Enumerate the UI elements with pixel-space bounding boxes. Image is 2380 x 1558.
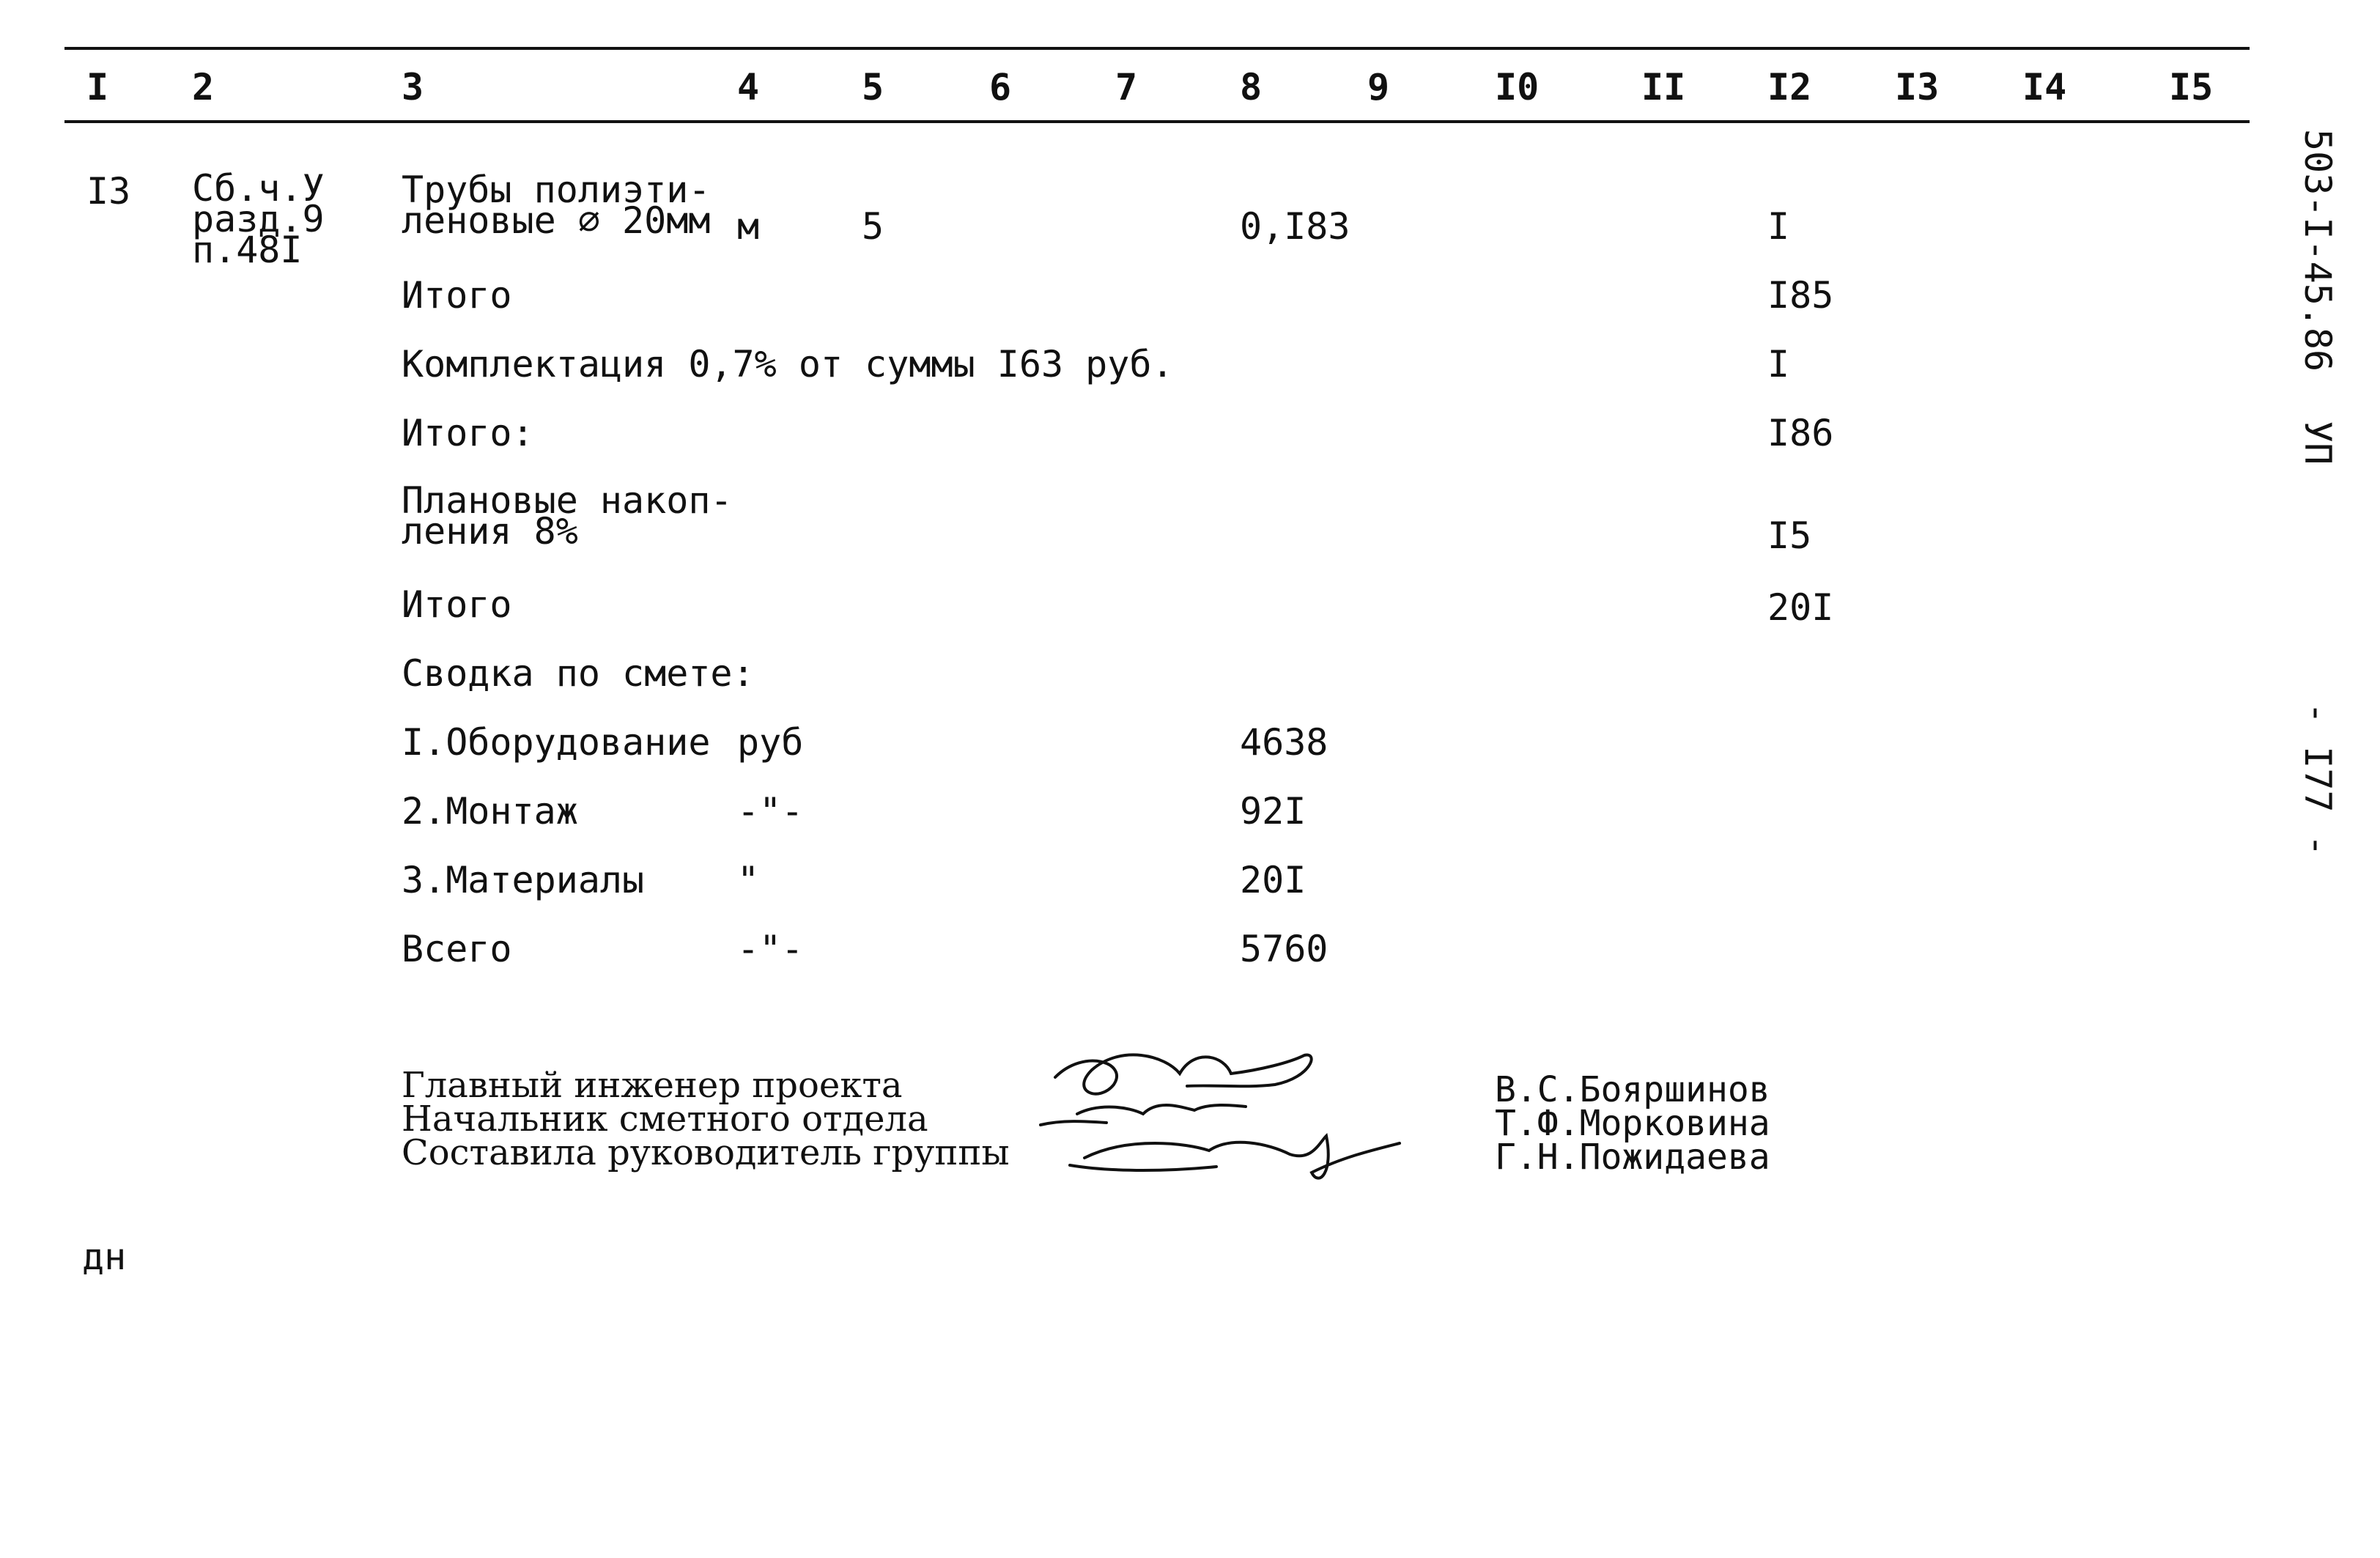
item-total: I [1767,205,1790,248]
signature-title: Главный инженер проекта [402,1065,903,1106]
row-value: I85 [1767,274,1834,317]
summary-label: I.Оборудование [402,721,711,764]
item-number: I3 [86,170,131,213]
summary-value: 20I [1240,859,1307,901]
summary-unit: " [737,859,760,901]
column-header: I2 [1767,66,1812,108]
column-header: I3 [1895,66,1940,108]
summary-label: Всего [402,928,512,970]
handwritten-signatures [1026,1033,1422,1195]
row-value: I86 [1767,412,1834,454]
summary-unit: -"- [737,928,804,970]
row-label: Итого [402,274,512,317]
column-header: 5 [862,66,884,108]
column-header: II [1641,66,1686,108]
item-price: 0,I83 [1240,205,1350,248]
summary-unit: -"- [737,790,804,832]
header-top-rule [64,47,2250,50]
item-unit: м [737,205,760,248]
column-header: I4 [2022,66,2067,108]
summary-value: 5760 [1240,928,1328,970]
signature-names [1495,1069,1770,1178]
signature-title: Начальник сметного отдела [402,1099,928,1140]
item-reference: Сб.ч.У разд.9 п.48I [192,167,325,271]
summary-value: 92I [1240,790,1307,832]
row-value: 20I [1767,586,1834,629]
signature-name: Т.Ф.Морковина [1495,1103,1770,1144]
column-header: 9 [1367,66,1390,108]
signature-name: В.С.Бояршинов [1495,1069,1770,1110]
column-header: 4 [737,66,760,108]
column-header: 6 [989,66,1012,108]
column-header: 7 [1115,66,1138,108]
summary-label: 2.Монтаж [402,790,578,832]
column-header: I5 [2169,66,2214,108]
item-name: Трубы полиэти- леновые ∅ 20мм [402,169,711,242]
header-bottom-rule [64,120,2250,123]
summary-title: Сводка по смете: [402,652,755,695]
row-value: I5 [1767,514,1812,557]
row-label: Итого: [402,412,534,454]
document-code: 503-I-45.86 [2296,129,2339,372]
signature-name: Г.Н.Пожидаева [1495,1137,1770,1178]
footer-mark: дн [82,1236,127,1278]
row-label: Итого [402,583,512,626]
row-value: I [1767,343,1790,385]
summary-label: 3.Материалы [402,859,645,901]
column-header: 3 [402,66,424,108]
section-mark: УП [2296,421,2339,465]
column-header: 2 [192,66,215,108]
row-label: Плановые накоп- ления 8% [402,479,733,553]
column-header: 8 [1240,66,1263,108]
summary-unit: руб [737,721,804,764]
column-header: I0 [1495,66,1540,108]
signature-titles [402,1065,1010,1173]
summary-value: 4638 [1240,721,1328,764]
item-quantity: 5 [862,205,884,248]
row-label: Комплектация 0,7% от суммы I63 руб. [402,343,1174,385]
signature-title: Составила руководитель группы [402,1132,1010,1173]
page-number: - I77 - [2296,702,2339,857]
column-header: I [86,66,109,108]
